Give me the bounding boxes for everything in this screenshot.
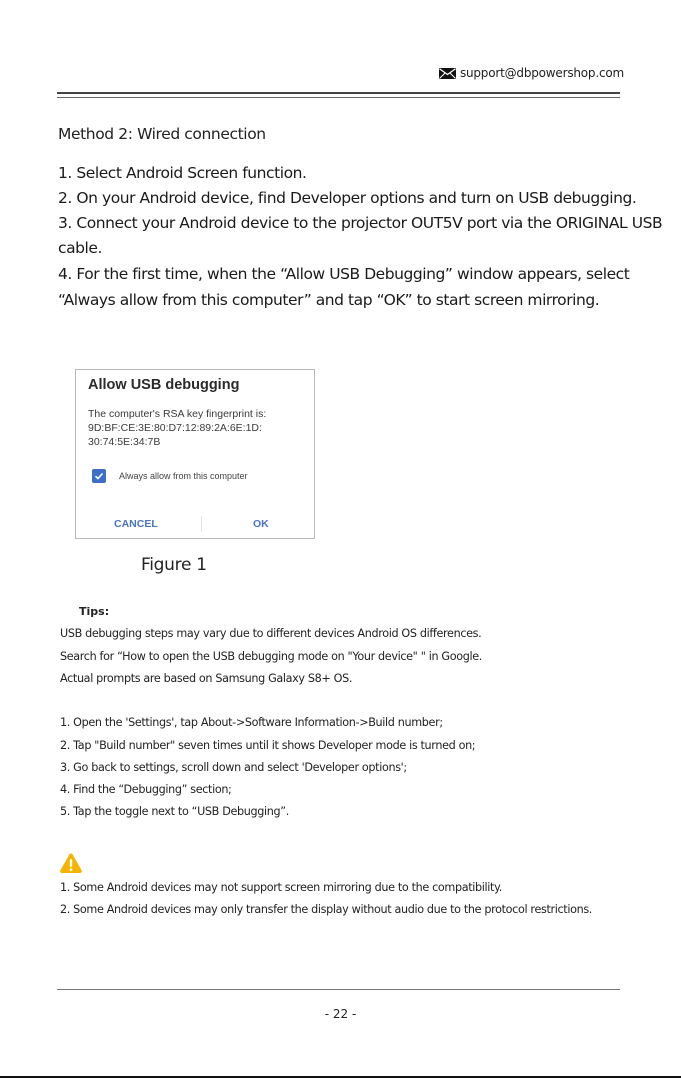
usb-debugging-dialog [75,369,315,539]
tips-step-3: 3. Go back to settings, scroll down and select 'Developer options'; [60,761,407,774]
dialog-body-line-2: 9D:BF:CE:3E:80:D7:12:89:2A:6E:1D: [88,422,262,434]
tips-line-3: Actual prompts are based on Samsung Galaxy S8+ OS. [60,672,353,685]
header-email [439,66,624,80]
tips-step-5: 5. Tap the toggle next to “USB Debugging”. [60,805,289,818]
header-rule-thin [57,97,620,98]
method-line-1: 1. Select Android Screen function. [58,164,307,182]
mail-icon [439,68,456,79]
tips-step-2: 2. Tap "Build number" seven times until it shows Developer mode is turned on; [60,739,476,752]
method-line-3: 3. Connect your Android device to the projector OUT5V port via the ORIGINAL USB [58,214,663,232]
tips-label: Tips: [79,605,110,618]
header-rule [57,92,620,94]
warning-line-2: 2. Some Android devices may only transfer the display without audio due to the protocol restrictions. [60,903,593,916]
always-allow-label: Always allow from this computer [119,471,248,481]
figure-caption: Figure 1 [141,555,207,575]
ok-button[interactable]: OK [253,518,269,530]
method-title: Method 2: Wired connection [58,125,266,143]
method-line-2: 2. On your Android device, find Developer options and turn on USB debugging. [58,189,637,207]
tips-step-1: 1. Open the 'Settings', tap About->Software Information->Build number; [60,716,443,729]
email-address[interactable]: support@dbpowershop.com [459,66,624,80]
method-line-5: 4. For the first time, when the “Allow USB Debugging” window appears, select [58,265,630,283]
cancel-button[interactable]: CANCEL [114,518,158,530]
button-divider [201,516,202,532]
check-icon [94,471,104,481]
page-number: - 22 - [324,1007,357,1021]
tips-step-4: 4. Find the “Debugging” section; [60,783,232,796]
method-line-6: “Always allow from this computer” and tap “OK” to start screen mirroring. [58,291,600,309]
method-line-4: cable. [58,239,102,257]
dialog-body-line-1: The computer's RSA key fingerprint is: [88,408,267,420]
footer-rule [57,989,620,990]
always-allow-checkbox[interactable] [92,469,106,483]
dialog-body [88,407,310,449]
dialog-title: Allow USB debugging [88,377,240,393]
tips-line-2: Search for “How to open the USB debugging mode on "Your device" " in Google. [60,650,482,663]
warning-line-1: 1. Some Android devices may not support screen mirroring due to the compatibility. [60,881,502,894]
dialog-body-line-3: 30:74:5E:34:7B [88,436,161,448]
tips-line-1: USB debugging steps may vary due to different devices Android OS differences. [60,627,482,640]
warning-triangle-icon [59,852,83,874]
